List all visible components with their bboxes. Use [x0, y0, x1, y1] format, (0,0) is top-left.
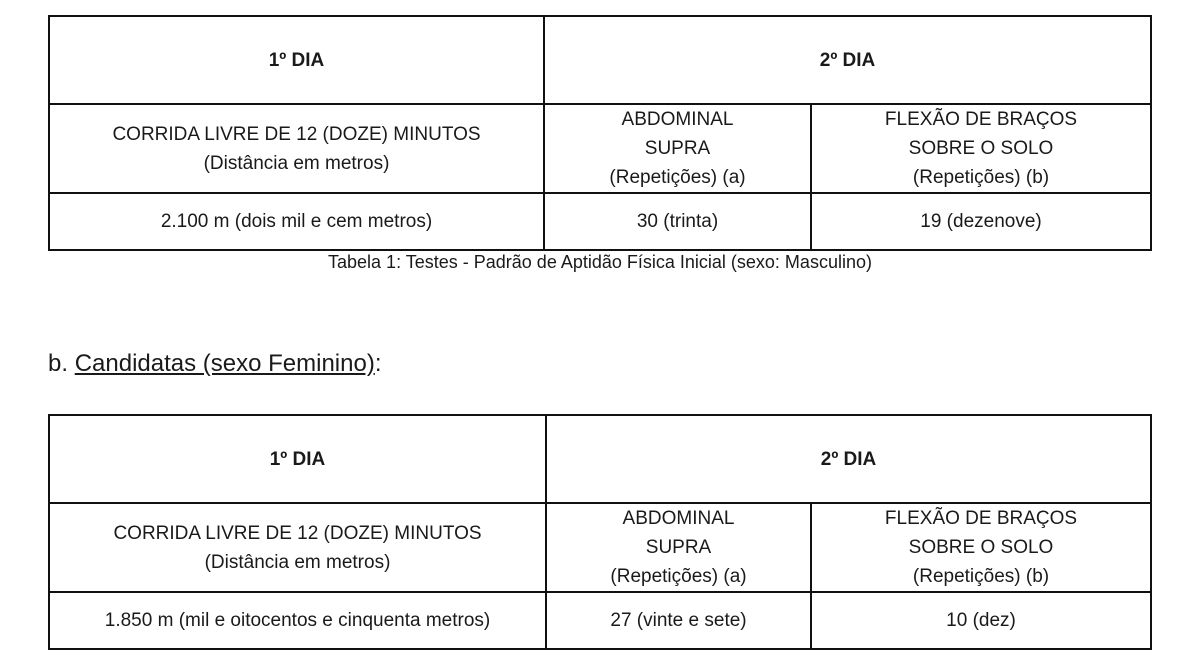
table-results-row [49, 193, 1151, 250]
day2-header: 2º DIA [544, 16, 1151, 104]
pushups-test-cell [811, 104, 1151, 193]
male-fitness-table [48, 15, 1152, 251]
day1-header: 1º DIA [49, 415, 546, 503]
table-caption: Tabela 1: Testes - Padrão de Aptidão Física Inicial (sexo: Masculino) [328, 252, 872, 272]
pushups-result: 19 (dezenove) [811, 193, 1151, 250]
run-test-cell [49, 503, 546, 592]
run-test-name: CORRIDA LIVRE DE 12 (DOZE) MINUTOS [112, 123, 481, 145]
table-tests-row [49, 104, 1151, 193]
female-fitness-table [48, 414, 1152, 650]
abdominal-test-name: ABDOMINAL [621, 109, 734, 130]
abdominal-test-name: ABDOMINAL [622, 508, 735, 529]
run-test-cell [49, 104, 544, 193]
day2-header: 2º DIA [546, 415, 1151, 503]
pushups-test-variant: SOBRE O SOLO [908, 537, 1054, 558]
abdominal-test-cell [546, 503, 811, 592]
abdominal-result: 30 (trinta) [544, 193, 811, 250]
section-prefix: b. [48, 350, 75, 377]
pushups-result: 10 (dez) [811, 592, 1151, 649]
abdominal-test-unit: (Repetições) (a) [610, 566, 747, 587]
table-tests-row [49, 503, 1151, 592]
abdominal-result: 27 (vinte e sete) [546, 592, 811, 649]
run-result: 1.850 m (mil e oitocentos e cinquenta metros) [49, 592, 546, 649]
day1-header: 1º DIA [49, 16, 544, 104]
abdominal-test-variant: SUPRA [644, 138, 711, 159]
run-test-unit: (Distância em metros) [203, 152, 390, 174]
section-title: Candidatas (sexo Feminino) [74, 350, 375, 377]
abdominal-test-cell [544, 104, 811, 193]
pushups-test-unit: (Repetições) (b) [912, 566, 1050, 587]
pushups-test-variant: SOBRE O SOLO [908, 138, 1054, 159]
table-results-row [49, 592, 1151, 649]
pushups-test-unit: (Repetições) (b) [912, 167, 1050, 188]
run-test-name: CORRIDA LIVRE DE 12 (DOZE) MINUTOS [113, 522, 482, 544]
table-header-row [49, 16, 1151, 104]
run-test-unit: (Distância em metros) [204, 551, 391, 573]
abdominal-test-unit: (Repetições) (a) [609, 167, 746, 188]
pushups-test-name: FLEXÃO DE BRAÇOS [884, 508, 1078, 529]
section-suffix: : [374, 350, 382, 377]
abdominal-test-variant: SUPRA [645, 537, 712, 558]
section-heading [48, 350, 382, 378]
table-header-row [49, 415, 1151, 503]
run-result: 2.100 m (dois mil e cem metros) [49, 193, 544, 250]
pushups-test-name: FLEXÃO DE BRAÇOS [884, 109, 1078, 130]
pushups-test-cell [811, 503, 1151, 592]
